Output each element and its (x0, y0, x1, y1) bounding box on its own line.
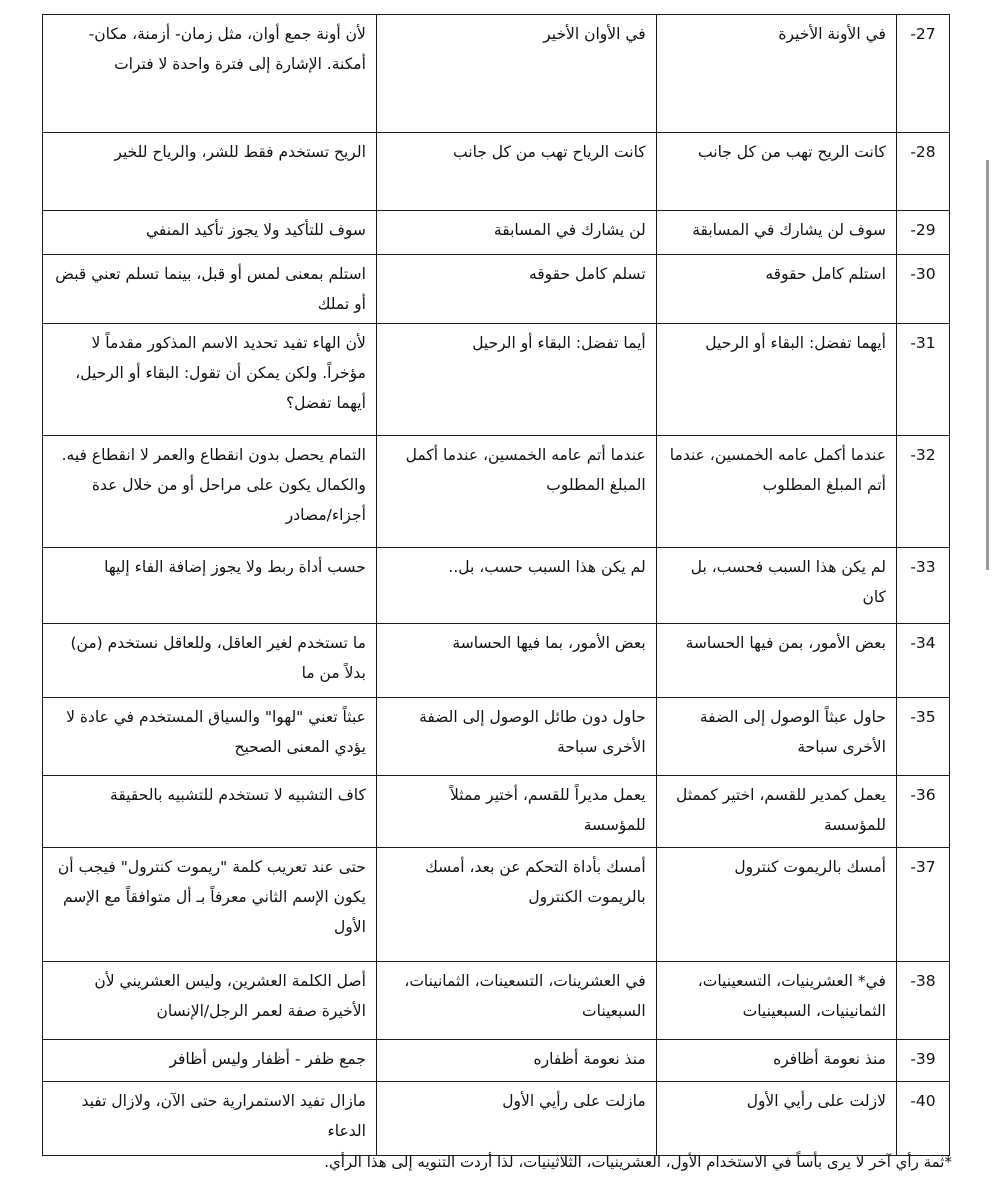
explanation: جمع ظفر - أظفار وليس أظافر (43, 1040, 377, 1082)
correct-usage: لن يشارك في المسابقة (376, 211, 656, 255)
correct-usage: أيما تفضل: البقاء أو الرحيل (376, 324, 656, 436)
row-number: 30- (896, 255, 949, 324)
row-number: 33- (896, 548, 949, 624)
incorrect-usage: سوف لن يشارك في المسابقة (656, 211, 896, 255)
row-number: 36- (896, 776, 949, 848)
explanation: حتى عند تعريب كلمة "ريموت كنترول" فيجب أن يكون الإسم الثاني معرفاً بـ أل متوافقاً مع الإسم الأول (43, 848, 377, 962)
explanation: عبثاً تعني "لهوا" والسياق المستخدم في عادة لا يؤدي المعنى الصحيح (43, 698, 377, 776)
table-row (43, 962, 950, 1040)
row-number: 27- (896, 15, 949, 133)
correct-usage: لم يكن هذا السبب حسب، بل.. (376, 548, 656, 624)
table-row (43, 1040, 950, 1082)
explanation: الريح تستخدم فقط للشر، والرياح للخير (43, 133, 377, 211)
row-number: 34- (896, 624, 949, 698)
incorrect-usage: عندما أكمل عامه الخمسين، عندما أتم المبلغ المطلوب (656, 436, 896, 548)
page-edge-mark (986, 160, 989, 570)
correct-usage: في الأوان الأخير (376, 15, 656, 133)
footnote: *ثمة رأي آخر لا يرى بأساً في الاستخدام الأول، العشرينيات، الثلاثينيات، لذا أردت التنويه إلى هذا الرأي. (324, 1153, 952, 1171)
row-number: 35- (896, 698, 949, 776)
table-row (43, 1082, 950, 1156)
table-row (43, 15, 950, 133)
correct-usage: مازلت على رأيي الأول (376, 1082, 656, 1156)
row-number: 28- (896, 133, 949, 211)
row-number: 31- (896, 324, 949, 436)
incorrect-usage: أمسك بالريموت كنترول (656, 848, 896, 962)
explanation: التمام يحصل بدون انقطاع والعمر لا انقطاع فيه. والكمال يكون على مراحل أو من خلال عدة أجزاء/مصادر (43, 436, 377, 548)
row-number: 29- (896, 211, 949, 255)
incorrect-usage: حاول عبثاً الوصول إلى الضفة الأخرى سباحة (656, 698, 896, 776)
table-row (43, 698, 950, 776)
correct-usage: منذ نعومة أظفاره (376, 1040, 656, 1082)
incorrect-usage: بعض الأمور، بمن فيها الحساسة (656, 624, 896, 698)
incorrect-usage: منذ نعومة أظافره (656, 1040, 896, 1082)
incorrect-usage: كانت الريح تهب من كل جانب (656, 133, 896, 211)
correct-usage: عندما أتم عامه الخمسين، عندما أكمل المبلغ المطلوب (376, 436, 656, 548)
incorrect-usage: أيهما تفضل: البقاء أو الرحيل (656, 324, 896, 436)
table-row (43, 436, 950, 548)
table-row (43, 255, 950, 324)
table-row (43, 211, 950, 255)
correct-usage: يعمل مديراً للقسم، أختير ممثلاً للمؤسسة (376, 776, 656, 848)
incorrect-usage: يعمل كمدير للقسم، اختير كممثل للمؤسسة (656, 776, 896, 848)
incorrect-usage: في الأونة الأخيرة (656, 15, 896, 133)
correct-usage: أمسك بأداة التحكم عن بعد، أمسك بالريموت الكنترول (376, 848, 656, 962)
row-number: 32- (896, 436, 949, 548)
table-row (43, 548, 950, 624)
table-row (43, 133, 950, 211)
row-number: 38- (896, 962, 949, 1040)
table-row (43, 848, 950, 962)
explanation: كاف التشبيه لا تستخدم للتشبيه بالحقيقة (43, 776, 377, 848)
table-row (43, 776, 950, 848)
row-number: 40- (896, 1082, 949, 1156)
correct-usage: كانت الرياح تهب من كل جانب (376, 133, 656, 211)
explanation: استلم بمعنى لمس أو قبل، بينما تسلم تعني قبض أو تملك (43, 255, 377, 324)
explanation: لأن الهاء تفيد تحديد الاسم المذكور مقدماً لا مؤخراً. ولكن يمكن أن تقول: البقاء أو الرحيل، أيهما تفضل؟ (43, 324, 377, 436)
explanation: ما تستخدم لغير العاقل، وللعاقل نستخدم (من) بدلاً من ما (43, 624, 377, 698)
row-number: 39- (896, 1040, 949, 1082)
table-row (43, 624, 950, 698)
correct-usage: حاول دون طائل الوصول إلى الضفة الأخرى سباحة (376, 698, 656, 776)
explanation: أصل الكلمة العشرين، وليس العشريني لأن الأخيرة صفة لعمر الرجل/الإنسان (43, 962, 377, 1040)
correct-usage: بعض الأمور، بما فيها الحساسة (376, 624, 656, 698)
row-number: 37- (896, 848, 949, 962)
correct-usage: تسلم كامل حقوقه (376, 255, 656, 324)
incorrect-usage: لم يكن هذا السبب فحسب، بل كان (656, 548, 896, 624)
explanation: مازال تفيد الاستمرارية حتى الآن، ولازال تفيد الدعاء (43, 1082, 377, 1156)
incorrect-usage: في* العشرينيات، التسعينيات، الثمانينيات، السبعينيات (656, 962, 896, 1040)
correct-usage: في العشرينات، التسعينات، الثمانينات، السبعينات (376, 962, 656, 1040)
explanation: حسب أداة ربط ولا يجوز إضافة الفاء إليها (43, 548, 377, 624)
errata-table-body (43, 15, 950, 1156)
incorrect-usage: استلم كامل حقوقه (656, 255, 896, 324)
explanation: سوف للتأكيد ولا يجوز تأكيد المنفي (43, 211, 377, 255)
explanation: لأن أونة جمع أوان، مثل زمان- أزمنة، مكان- أمكنة. الإشارة إلى فترة واحدة لا فترات (43, 15, 377, 133)
table-row (43, 324, 950, 436)
incorrect-usage: لازلت على رأيي الأول (656, 1082, 896, 1156)
errata-table (42, 14, 950, 1156)
